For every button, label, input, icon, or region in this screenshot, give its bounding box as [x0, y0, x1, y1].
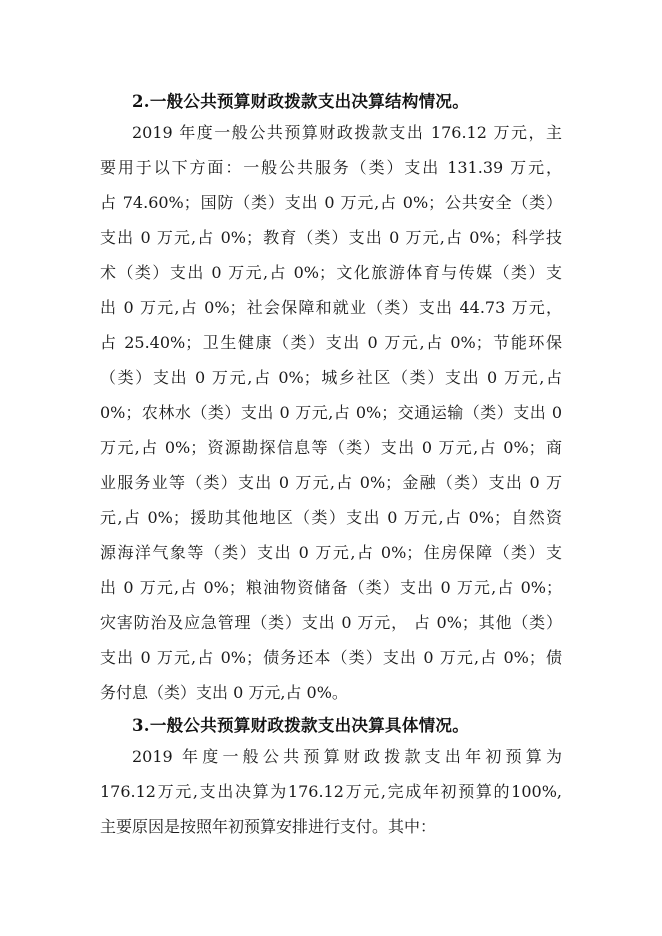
- paragraph-line: 务付息（类）支出 0 万元,占 0%。: [100, 683, 348, 702]
- paragraph-line: 占 25.40%；卫生健康（类）支出 0 万元,占 0%；节能环保: [100, 333, 562, 352]
- paragraph-line: 支出 0 万元,占 0%；债务还本（类）支出 0 万元,占 0%；债: [100, 648, 562, 667]
- paragraph-line: 176.12万元,支出决算为176.12万元,完成年初预算的100%,: [100, 782, 562, 801]
- paragraph-line: 元,占 0%；援助其他地区（类）支出 0 万元,占 0%；自然资: [100, 508, 562, 527]
- paragraph-line: 灾害防治及应急管理（类）支出 0 万元， 占 0%；其他（类）: [100, 613, 562, 632]
- paragraph-line: 0%；农林水（类）支出 0 万元,占 0%；交通运输（类）支出 0: [100, 403, 562, 422]
- paragraph-line: 源海洋气象等（类）支出 0 万元,占 0%；住房保障（类）支: [100, 543, 562, 562]
- paragraph-line: （类）支出 0 万元,占 0%；城乡社区（类）支出 0 万元,占: [100, 368, 562, 387]
- section-2-heading: 2.一般公共预算财政拨款支出决算结构情况。: [132, 92, 470, 111]
- paragraph-line: 主要原因是按照年初预算安排进行支付。其中：: [100, 817, 437, 836]
- paragraph-line: 术（类）支出 0 万元,占 0%；文化旅游体育与传媒（类）支: [100, 263, 562, 282]
- paragraph-line: 要用于以下方面：一般公共服务（类）支出 131.39 万元，: [100, 158, 562, 177]
- paragraph-line: 出 0 万元,占 0%；社会保障和就业（类）支出 44.73 万元，: [100, 298, 562, 317]
- paragraph-line: 占 74.60%；国防（类）支出 0 万元,占 0%；公共安全（类）: [100, 193, 562, 212]
- paragraph-line: 2019 年度一般公共预算财政拨款支出 176.12 万元，主: [132, 123, 562, 142]
- paragraph-line: 万元,占 0%；资源勘探信息等（类）支出 0 万元,占 0%；商: [100, 438, 562, 457]
- paragraph-line: 2019 年度一般公共预算财政拨款支出年初预算为: [132, 747, 562, 766]
- paragraph-line: 支出 0 万元,占 0%；教育（类）支出 0 万元,占 0%；科学技: [100, 228, 562, 247]
- section-3-heading: 3.一般公共预算财政拨款支出决算具体情况。: [132, 716, 470, 735]
- paragraph-line: 出 0 万元,占 0%；粮油物资储备（类）支出 0 万元,占 0%；: [100, 578, 562, 597]
- paragraph-line: 业服务业等（类）支出 0 万元,占 0%；金融（类）支出 0 万: [100, 473, 562, 492]
